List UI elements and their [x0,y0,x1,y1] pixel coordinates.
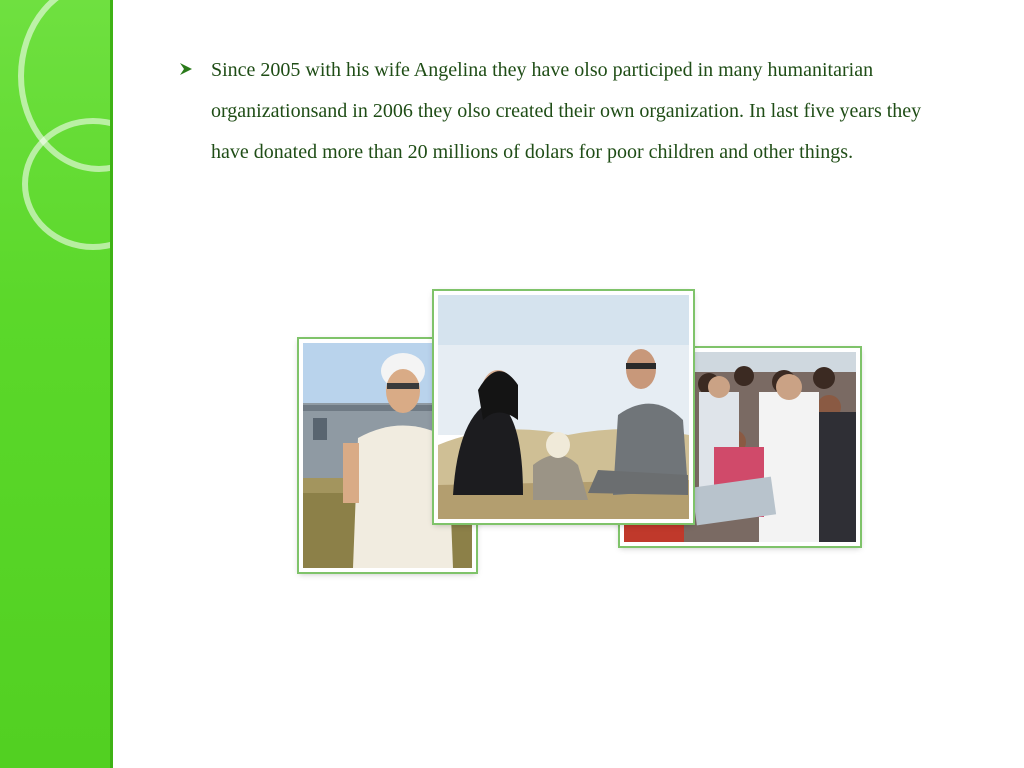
bullet-item [178,50,958,173]
green-sidebar [0,0,113,768]
arrow-bullet-icon [178,62,194,76]
bullet-text: Since 2005 with his wife Angelina they have olso participed in many humanitarian organizationsand in 2006 they olso created their own organization. In last five years they have donated more than 20 millions of dolars for poor children and other things. [211,59,922,163]
decorative-ring-icon [22,118,113,250]
sidebar-edge [110,0,113,768]
family-beach-photo [434,291,693,523]
